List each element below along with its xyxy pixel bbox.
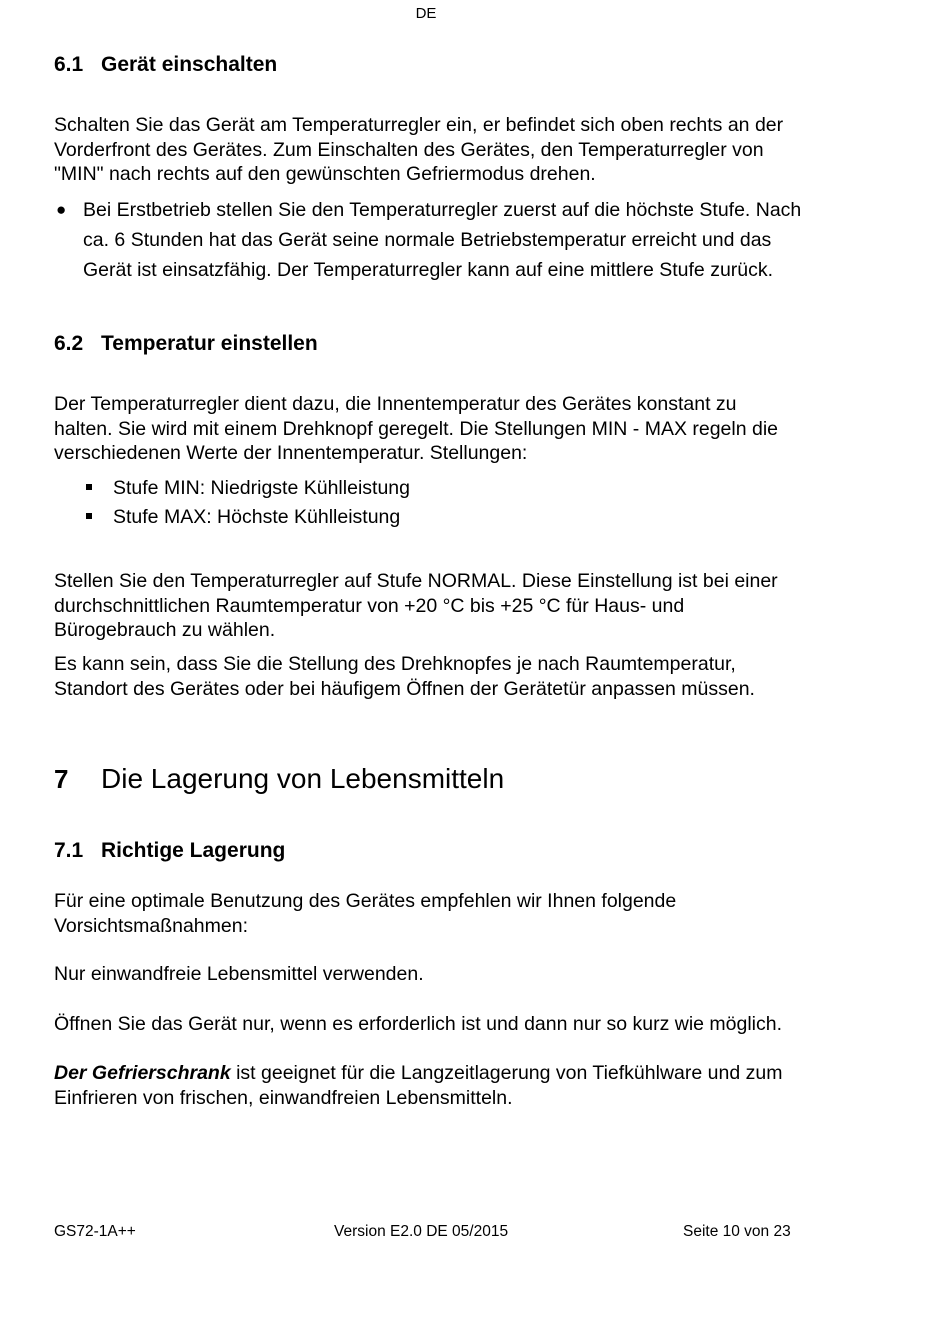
heading-6-2: [54, 331, 318, 357]
text-line: halten. Sie wird mit einem Drehknopf geregelt. Die Stellungen MIN - MAX regeln die: [54, 417, 779, 440]
paragraph-6-2: [54, 392, 874, 466]
heading-7-1-title: Richtige Lagerung: [101, 839, 286, 862]
heading-7-1-number: 7.1: [54, 839, 84, 862]
text-line: Der Temperaturregler dient dazu, die Innentemperatur des Gerätes konstant zu: [54, 393, 737, 415]
heading-7: [54, 762, 504, 796]
text-line: Gerät ist einsatzfähig. Der Temperaturregler kann auf eine mittlere Stufe zurück.: [83, 259, 774, 281]
paragraph-7-1-food: [54, 962, 874, 987]
heading-7-number: 7: [54, 764, 69, 794]
text-line: ca. 6 Stunden hat das Gerät seine normale Betriebstemperatur erreicht und das: [83, 229, 772, 251]
footer-page-number: Seite 10 von 23: [683, 1223, 791, 1240]
text-line: Es kann sein, dass Sie die Stellung des Drehknopfes je nach Raumtemperatur,: [54, 653, 736, 675]
list-item: [54, 505, 874, 529]
text-line: Schalten Sie das Gerät am Temperaturregler ein, er befindet sich oben rechts an der: [54, 114, 784, 136]
text-line: Vorsichtsmaßnahmen:: [54, 914, 249, 937]
text-line: "MIN" nach rechts auf den gewünschten Gefriermodus drehen.: [54, 163, 596, 185]
text-line: Öffnen Sie das Gerät nur, wenn es erforderlich ist und dann nur so kurz wie möglich.: [54, 1013, 783, 1035]
heading-7-1: [54, 838, 285, 864]
text-line: Standort des Gerätes oder bei häufigem Öffnen der Gerätetür anpassen müssen.: [54, 677, 755, 700]
text-line: Nur einwandfreie Lebensmittel verwenden.: [54, 963, 424, 985]
bullet-item: [54, 195, 884, 285]
text-line: durchschnittlichen Raumtemperatur von +20 °C bis +25 °C für Haus- und: [54, 594, 685, 617]
list-item-text: Stufe MIN: Niedrigste Kühlleistung: [113, 477, 410, 499]
text-line: Bürogebrauch zu wählen.: [54, 619, 276, 641]
square-bullet-icon: [86, 513, 92, 519]
heading-6-2-title: Temperatur einstellen: [101, 332, 318, 355]
footer-version: Version E2.0 DE 05/2015: [334, 1223, 509, 1240]
paragraph-6-2-normal: [54, 569, 874, 643]
list-item-text: Stufe MAX: Höchste Kühlleistung: [113, 506, 401, 528]
paragraph-7-1-open: [54, 1012, 914, 1037]
footer-model: GS72-1A++: [54, 1223, 136, 1240]
text-line: Vorderfront des Gerätes. Zum Einschalten des Gerätes, den Temperaturregler von: [54, 138, 764, 161]
square-bullet-icon: [86, 484, 92, 490]
paragraph-7-1-freezer: [54, 1061, 914, 1110]
text-line: [54, 1061, 914, 1086]
heading-6-1-number: 6.1: [54, 53, 84, 76]
heading-7-title: Die Lagerung von Lebensmitteln: [101, 763, 505, 794]
freezer-term: Der Gefrierschrank: [54, 1062, 231, 1084]
paragraph-6-1: [54, 113, 874, 187]
heading-6-2-number: 6.2: [54, 332, 84, 355]
text-line: verschiedenen Werte der Innentemperatur. Stellungen:: [54, 442, 528, 464]
heading-6-1: [54, 52, 277, 78]
text-line: Einfrieren von frischen, einwandfreien Lebensmitteln.: [54, 1086, 513, 1109]
text-line: Bei Erstbetrieb stellen Sie den Temperaturregler zuerst auf die höchste Stufe. Nach: [83, 199, 802, 221]
paragraph-7-1: [54, 889, 874, 938]
text-line: Für eine optimale Benutzung des Gerätes empfehlen wir Ihnen folgende: [54, 890, 677, 912]
freezer-text: ist geeignet für die Langzeitlagerung von Tiefkühlware und zum: [230, 1062, 783, 1084]
header-language: DE: [415, 5, 437, 22]
text-line: Stellen Sie den Temperaturregler auf Stufe NORMAL. Diese Einstellung ist bei einer: [54, 570, 778, 592]
list-item: [54, 476, 874, 500]
bullet-dot-icon: ●: [56, 200, 67, 219]
paragraph-6-2-adjust: [54, 652, 874, 701]
heading-6-1-title: Gerät einschalten: [101, 53, 278, 76]
